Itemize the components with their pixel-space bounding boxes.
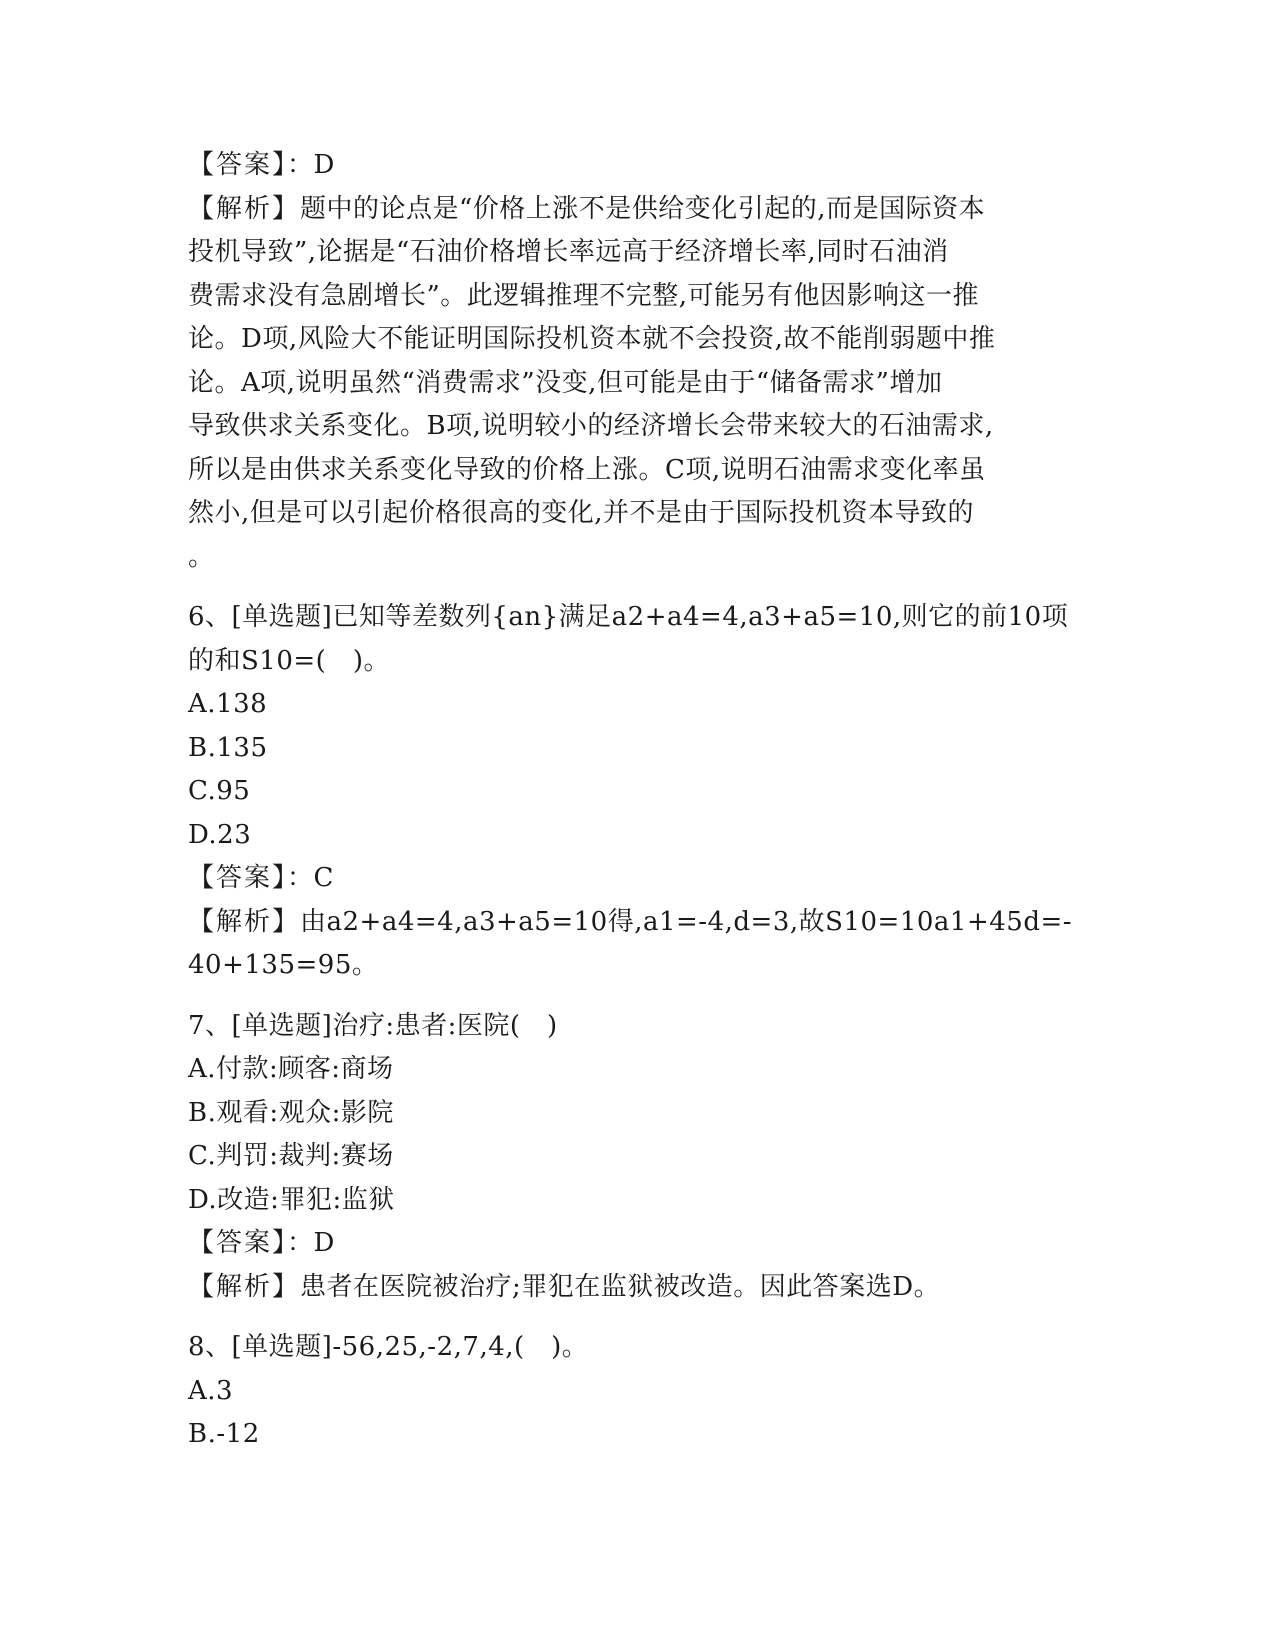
analysis-text: 由a2+a4=4,a3+a5=10得,a1=-4,d=3,故S10=10a1+45d=- xyxy=(300,906,1073,937)
answer-tag: 【答案】 xyxy=(188,1228,288,1258)
q7-answer xyxy=(188,1222,1088,1266)
q5-analysis-line: 费需求没有急剧增长”。此逻辑推理不完整,可能另有他因影响这一推 xyxy=(188,280,980,311)
q6-option-a: A.138 xyxy=(188,689,268,719)
q6-option-b: B.135 xyxy=(188,732,268,763)
answer-value: ：D xyxy=(287,1228,335,1258)
q6-stem-line: 6、[单选题]已知等差数列{an}满足a2+a4=4,a3+a5=10,则它的前10项 xyxy=(188,602,1069,632)
q7-option-d: D.改造:罪犯:监狱 xyxy=(188,1184,395,1215)
q6-answer xyxy=(188,857,1088,901)
q5-analysis-line: 导致供求关系变化。B项,说明较小的经济增长会带来较大的石油需求, xyxy=(188,411,994,441)
answer-tag: 【答案】 xyxy=(188,863,288,893)
q7-option-a: A.付款:顾客:商场 xyxy=(188,1054,394,1084)
q6-option-d: D.23 xyxy=(188,819,252,850)
q6-stem-line: 的和S10=( )。 xyxy=(188,645,390,676)
q8-option-b: B.-12 xyxy=(188,1419,260,1449)
analysis-text: 患者在医院被治疗;罪犯在监狱被改造。因此答案选D。 xyxy=(300,1271,941,1302)
question-gap xyxy=(188,579,1088,596)
analysis-tag: 【解析】 xyxy=(188,193,301,224)
q6-analysis-line xyxy=(188,901,1088,945)
q5-analysis-line: 。 xyxy=(188,541,215,572)
q5-answer xyxy=(188,144,1088,188)
answer-value: ：C xyxy=(287,863,334,893)
q6-analysis-line: 40+135=95。 xyxy=(188,950,379,980)
q5-analysis-line: 论。A项,说明虽然“消费需求”没变,但可能是由于“储备需求”增加 xyxy=(188,367,943,398)
q5-analysis-line: 所以是由供求关系变化导致的价格上涨。C项,说明石油需求变化率虽 xyxy=(188,454,986,485)
question-gap xyxy=(188,1309,1088,1326)
document-page xyxy=(188,144,1088,1457)
q6-option-c: C.95 xyxy=(188,776,251,806)
q7-option-b: B.观看:观众:影院 xyxy=(188,1097,394,1128)
q5-analysis-line xyxy=(188,188,1088,232)
answer-tag: 【答案】 xyxy=(188,150,288,180)
analysis-tag: 【解析】 xyxy=(188,1271,301,1302)
q7-option-c: C.判罚:裁判:赛场 xyxy=(188,1141,394,1171)
q7-analysis xyxy=(188,1266,1088,1310)
q5-analysis-line: 论。D项,风险大不能证明国际投机资本就不会投资,故不能削弱题中推 xyxy=(188,324,996,354)
q7-stem: 7、[单选题]治疗:患者:医院( ) xyxy=(188,1010,558,1041)
q8-stem: 8、[单选题]-56,25,-2,7,4,( )。 xyxy=(188,1332,589,1362)
answer-value: ：D xyxy=(287,150,335,180)
analysis-tag: 【解析】 xyxy=(188,906,301,937)
analysis-text: 题中的论点是“价格上涨不是供给变化引起的,而是国际资本 xyxy=(300,193,986,224)
q8-option-a: A.3 xyxy=(188,1375,234,1406)
q5-analysis-line: 投机导致”,论据是“石油价格增长率远高于经济增长率,同时石油消 xyxy=(188,237,949,267)
question-gap xyxy=(188,988,1088,1005)
q5-analysis-line: 然小,但是可以引起价格很高的变化,并不是由于国际投机资本导致的 xyxy=(188,498,975,528)
